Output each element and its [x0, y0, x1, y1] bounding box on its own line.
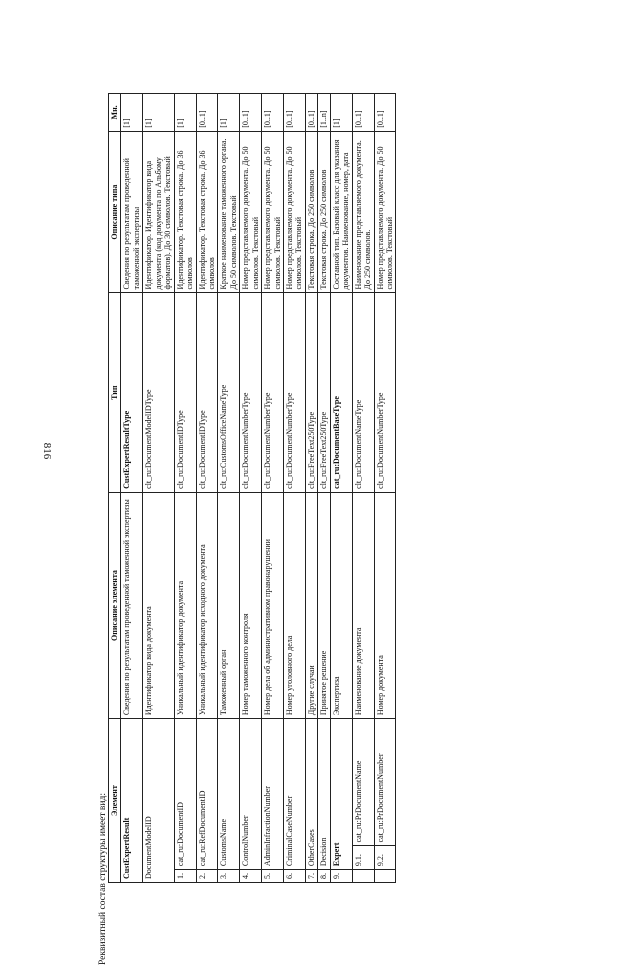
cell-mn: [0..1]	[196, 94, 218, 132]
cell-type-desc: Номер представляемого документа. До 50 символов. Текстовый	[284, 131, 306, 293]
cell-type: clt_ru:FreeText250Type	[305, 293, 317, 492]
cell-sub: 9.1.	[352, 846, 374, 870]
cell-num	[352, 870, 374, 883]
cell-element: Expert	[330, 719, 352, 870]
cell-type: CustExpertResultType	[121, 293, 143, 492]
cell-type-desc: Идентификатор. Текстовая строка. До 36 символов	[174, 131, 196, 293]
header-type: Тип	[109, 293, 121, 492]
cell-type: clt_ru:DocumentNumberType	[284, 293, 306, 492]
cell-type: clt_ru:DocumentNumberType	[262, 293, 284, 492]
cell-num: 9.	[330, 870, 352, 883]
cell-type-desc: Краткое наименование таможенного органа. До 50 символов. Текстовый	[218, 131, 240, 293]
cell-type: clt_ru:DocumentNumberType	[240, 293, 262, 492]
cell-mn: [1]	[121, 94, 143, 132]
table-row	[284, 94, 306, 883]
header-element: Элемент	[109, 719, 121, 883]
cell-element-desc: Идентификатор вида документа	[143, 492, 174, 718]
table-row	[330, 94, 352, 883]
cell-mn: [0..1]	[284, 94, 306, 132]
cell-type-desc: Номер представляемого документа. До 50 символов. Текстовый	[240, 131, 262, 293]
cell-element-desc: Номер дела об административном правонарушении	[262, 492, 284, 718]
cell-element: DocumentModelID	[143, 719, 174, 883]
cell-element-desc: Номер уголовного дела	[284, 492, 306, 718]
cell-element: ControlNumber	[240, 719, 262, 870]
intro-text: Реквизитный состав структуры имеет вид:	[98, 793, 108, 965]
cell-type-desc: Наименование представляемого документа. До 250 символов.	[352, 131, 374, 293]
cell-element-desc: Экспертиза	[330, 492, 352, 718]
cell-type-desc: Сведения по результатам проведенной таможенной экспертизы	[121, 131, 143, 293]
cell-type: clt_ru:DocumentIDType	[196, 293, 218, 492]
header-mn: Мн.	[109, 94, 121, 132]
header-element-desc: Описание элемента	[109, 492, 121, 718]
cell-element-desc: Уникальный идентификатор исходного документа	[196, 492, 218, 718]
table-row	[240, 94, 262, 883]
cell-type: clt_ru:DocumentIDType	[174, 293, 196, 492]
cell-element-desc: Уникальный идентификатор документа	[174, 492, 196, 718]
cell-element: cat_ru:RefDocumentID	[196, 719, 218, 870]
cell-type: clt_ru:DocumentNumberType	[374, 293, 396, 492]
cell-element: CustExpertResult	[121, 719, 143, 883]
table-row	[318, 94, 330, 883]
structure-table-rotated	[108, 93, 548, 883]
page-number: 816	[41, 442, 53, 460]
cell-type-desc: Идентификатор. Текстовая строка. До 36 символов	[196, 131, 218, 293]
cell-num: 1.	[174, 870, 196, 883]
cell-element-desc: Номер таможенного контроля	[240, 492, 262, 718]
cell-element: OtherCases	[305, 719, 317, 870]
cell-type-desc: Текстовая строка. До 250 символов	[305, 131, 317, 293]
table-row	[374, 94, 396, 883]
cell-mn: [0..1]	[352, 94, 374, 132]
cell-element-desc: Наименование документа	[352, 492, 374, 718]
cell-num: 3.	[218, 870, 240, 883]
cell-type-desc: Текстовая строка. До 250 символов	[318, 131, 330, 293]
table-row	[352, 94, 374, 883]
table-header-row	[109, 94, 121, 883]
cell-type: clt_ru:DocumentModelIDType	[143, 293, 174, 492]
cell-element: CustomsName	[218, 719, 240, 870]
cell-mn: [1]	[218, 94, 240, 132]
cell-num	[374, 870, 396, 883]
cell-num: 4.	[240, 870, 262, 883]
table-row	[196, 94, 218, 883]
cell-mn: [1..n]	[318, 94, 330, 132]
table-row	[218, 94, 240, 883]
cell-element: cat_ru:PrDocumentName	[352, 719, 374, 846]
cell-element-desc: Сведения по результатам проведенной таможенной экспертизы	[121, 492, 143, 718]
cell-num: 2.	[196, 870, 218, 883]
header-type-desc: Описание типа	[109, 131, 121, 293]
cell-num: 7.	[305, 870, 317, 883]
cell-mn: [0..1]	[305, 94, 317, 132]
structure-table	[108, 93, 396, 883]
cell-element: CriminalCaseNumber	[284, 719, 306, 870]
cell-element-desc: Принятое решение	[318, 492, 330, 718]
table-row	[305, 94, 317, 883]
table-row	[262, 94, 284, 883]
table-row	[121, 94, 143, 883]
cell-element-desc: Другие случаи	[305, 492, 317, 718]
cell-sub: 9.2.	[374, 846, 396, 870]
cell-type: clt_ru:DocumentNameType	[352, 293, 374, 492]
cell-type: clt_ru:FreeText250Type	[318, 293, 330, 492]
cell-element: cat_ru:PrDocumentNumber	[374, 719, 396, 846]
cell-mn: [1]	[330, 94, 352, 132]
cell-mn: [1]	[174, 94, 196, 132]
cell-type-desc: Составной тип. Базовый класс для указания документов. Наименование, номер, дата	[330, 131, 352, 293]
cell-num: 6.	[284, 870, 306, 883]
table-row	[174, 94, 196, 883]
cell-num: 5.	[262, 870, 284, 883]
cell-type: clt_ru:CustomsOfficeNameType	[218, 293, 240, 492]
cell-element-desc: Таможенный орган	[218, 492, 240, 718]
cell-element: Decision	[318, 719, 330, 870]
cell-type-desc: Номер представляемого документа. До 50 символов. Текстовый	[374, 131, 396, 293]
table-body	[121, 94, 396, 883]
cell-mn: [0..1]	[374, 94, 396, 132]
cell-element: AdminInfractionNumber	[262, 719, 284, 870]
cell-type: cat_ru:DocumentBaseType	[330, 293, 352, 492]
cell-type-desc: Идентификатор. Идентификатор вида документа (код документа по Альбому форматов). До 30 символов. Текстовый	[143, 131, 174, 293]
cell-num: 8.	[318, 870, 330, 883]
cell-element: cat_ru:DocumentID	[174, 719, 196, 870]
cell-mn: [1]	[143, 94, 174, 132]
table-row	[143, 94, 174, 883]
cell-mn: [0..1]	[240, 94, 262, 132]
cell-element-desc: Номер документа	[374, 492, 396, 718]
cell-type-desc: Номер представляемого документа. До 50 символов. Текстовый	[262, 131, 284, 293]
cell-mn: [0..1]	[262, 94, 284, 132]
